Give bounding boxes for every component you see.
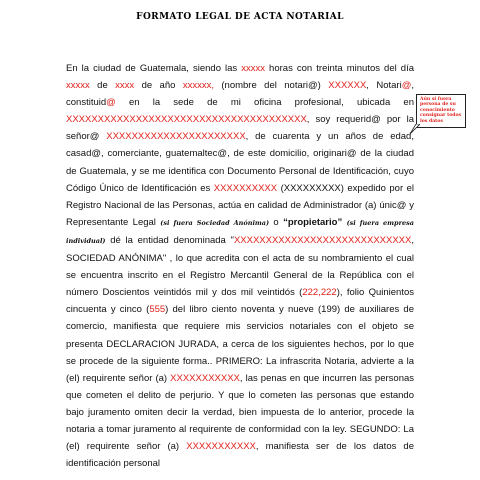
body-text-run: , las penas en que incurren las personas que cometen el delito de perjurio. Y que lo cometen las personas que estando bajo juramento omiten decir la verdad, bien impuesta de lo anterior, procede la notaria a tomar juramento al requirente de conformidad con la ley. SEGUNDO: La (el) requirente señor (a) bbox=[66, 372, 415, 453]
placeholder-field: @ bbox=[401, 80, 412, 92]
placeholder-field: XXXXXX bbox=[328, 80, 367, 92]
placeholder-field: XXXXXXXXXXXXXXXXXXXXXX bbox=[106, 131, 246, 143]
placeholder-field: xxxxx bbox=[66, 80, 90, 92]
placeholder-field: xxxx bbox=[115, 80, 135, 92]
callout-pointer-icon bbox=[410, 124, 420, 134]
placeholder-field: @ bbox=[106, 97, 116, 109]
body-text-run: , de cuarenta y un años de edad, casad@, comerciante, guatemaltec@, de este domicilio, originari@ de la ciudad de Guatemala, y se me identifica con Documento Personal de Identificación, cuyo Código Único de Identificación es bbox=[66, 131, 414, 194]
document-title: FORMATO LEGAL DE ACTA NOTARIAL bbox=[136, 12, 344, 22]
body-text-run: (XXXXXXXXX) expedido por el Registro Nacional de las Personas, actúa en calidad de Administrador (a) únic@ y Representante Legal bbox=[66, 182, 414, 228]
body-text-run: , manifiesta ser de los datos de identificación personal bbox=[66, 441, 414, 470]
body-text-run: o bbox=[269, 216, 284, 228]
placeholder-field: 222,222 bbox=[302, 287, 337, 299]
document-body bbox=[66, 60, 414, 472]
body-text-run: en la sede de mi oficina profesional, ubicada en bbox=[115, 97, 414, 109]
placeholder-field: xxxxx bbox=[241, 63, 265, 74]
body-text-run: , Notari bbox=[366, 80, 402, 92]
placeholder-field: XXXXXXXXXXX bbox=[186, 441, 256, 453]
placeholder-field: xxxxxx, bbox=[182, 80, 214, 92]
placeholder-field: XXXXXXXXXXXXXXXXXXXXXXXXXXXXXXXXXXXXXX bbox=[66, 114, 307, 126]
body-paragraph bbox=[66, 60, 414, 472]
body-text-run: , soy requerid@ por la señor@ bbox=[66, 114, 414, 143]
body-text-run: ) del libro ciento noventa y nueve (199) de auxiliares de comercio, manifiesta que requiere mis servicios notariales con el objeto se presenta DECLARACION JURADA, a cerca de los siguientes hechos, por lo que se procede de la siguiente forma.. PRIMERO: La infrascrita Notaria, advierte a la (el) requirente señor (a) bbox=[66, 304, 414, 384]
body-text-run: horas con treinta minutos del día bbox=[265, 63, 414, 74]
body-text-run: En la ciudad de Guatemala, siendo las bbox=[66, 63, 242, 74]
body-text-run: ), folio Quinientos cincuenta y cinco ( bbox=[66, 287, 414, 316]
placeholder-field: XXXXXXXXXX bbox=[213, 182, 278, 194]
body-text-run: dé la entidad denominada " bbox=[105, 234, 234, 246]
body-text-run: , constituid bbox=[66, 80, 414, 109]
body-text-run: de año bbox=[134, 80, 183, 92]
callout-text: Aún si fuera persona de su conocimiento consignar todos los datos bbox=[420, 97, 462, 124]
italic-note: (si fuera empresa individual) bbox=[66, 218, 415, 245]
italic-note: (si fuera Sociedad Anónima) bbox=[160, 218, 270, 227]
body-text-run: de bbox=[89, 80, 116, 92]
placeholder-field: XXXXXXXXXXX bbox=[170, 372, 240, 384]
bold-term: “propietario” bbox=[283, 216, 343, 228]
annotation-callout bbox=[416, 94, 466, 128]
placeholder-field: 555 bbox=[149, 304, 166, 316]
placeholder-field: XXXXXXXXXXXXXXXXXXXXXXXXXXXX bbox=[233, 234, 412, 246]
body-text-run: (nombre del notari@) bbox=[213, 80, 329, 92]
body-text-run: , SOCIEDAD ANÓNIMA" , lo que acredita con el acta de su nombramiento el cual se encuentra inscrito en el Registro Mercantil General de la República con el número Doscientos veintidós mil y dos mil veintidós ( bbox=[66, 234, 414, 299]
